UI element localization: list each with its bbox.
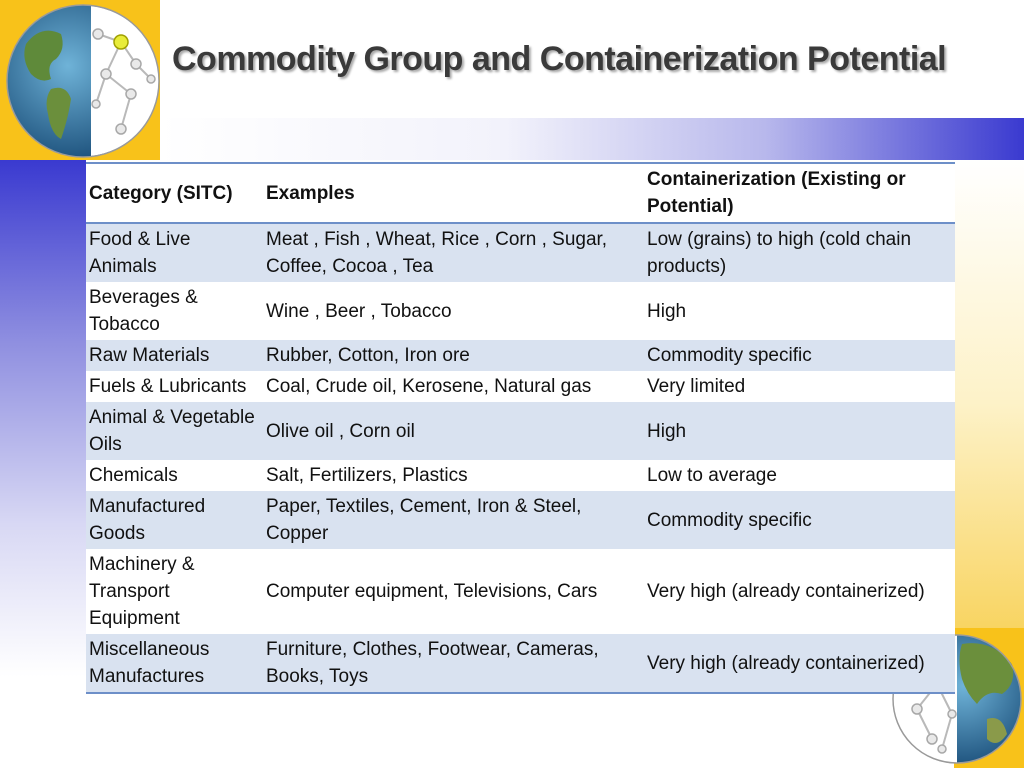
table-row [86,549,955,634]
category-cell: Animal & Vegetable Oils [89,407,255,455]
table-header-row [86,163,955,223]
left-side-band [0,160,86,768]
containerization-cell: Very high (already containerized) [647,581,925,602]
examples-cell: Furniture, Clothes, Footwear, Cameras, Books, Toys [266,639,599,687]
examples-cell: Meat , Fish , Wheat, Rice , Corn , Sugar, Coffee, Cocoa , Tea [266,229,608,277]
examples-cell: Computer equipment, Televisions, Cars [266,581,598,602]
containerization-cell: High [647,300,687,322]
table-row [86,282,955,340]
table-row [86,491,955,549]
containerization-cell: Low to average [647,465,777,486]
header-examples: Examples [266,182,355,204]
containerization-cell: Commodity specific [647,345,812,366]
examples-cell: Salt, Fertilizers, Plastics [266,465,468,486]
examples-cell: Paper, Textiles, Cement, Iron & Steel, Copper [266,496,582,544]
containerization-cell: Low (grains) to high (cold chain products) [647,229,912,277]
containerization-cell: High [647,420,687,442]
category-cell: Fuels & Lubricants [89,376,247,397]
examples-cell: Wine , Beer , Tobacco [266,300,452,322]
table-row [86,402,955,460]
category-cell: Beverages & Tobacco [89,287,198,335]
category-cell: Miscellaneous Manufactures [89,639,210,687]
table-row [86,460,955,491]
category-cell: Manufactured Goods [89,496,206,544]
slide-title: Commodity Group and Containerization Potential [172,40,947,78]
category-cell: Raw Materials [89,345,210,366]
containerization-cell: Commodity specific [647,509,812,531]
header-containerization: Containerization (Existing or Potential) [647,169,906,217]
category-cell: Chemicals [89,465,178,486]
header-category: Category (SITC) [89,182,233,204]
table-row [86,223,955,282]
table-row [86,634,955,693]
examples-cell: Coal, Crude oil, Kerosene, Natural gas [266,376,592,397]
table-row [86,340,955,371]
containerization-cell: Very limited [647,376,746,397]
examples-cell: Olive oil , Corn oil [266,420,415,442]
globe-network-icon [6,4,160,158]
commodity-table [86,162,955,694]
category-cell: Machinery & Transport Equipment [89,554,195,629]
category-cell: Food & Live Animals [89,229,191,277]
table-row [86,371,955,402]
examples-cell: Rubber, Cotton, Iron ore [266,345,470,366]
containerization-cell: Very high (already containerized) [647,652,925,674]
title-underline-band [160,118,1024,160]
